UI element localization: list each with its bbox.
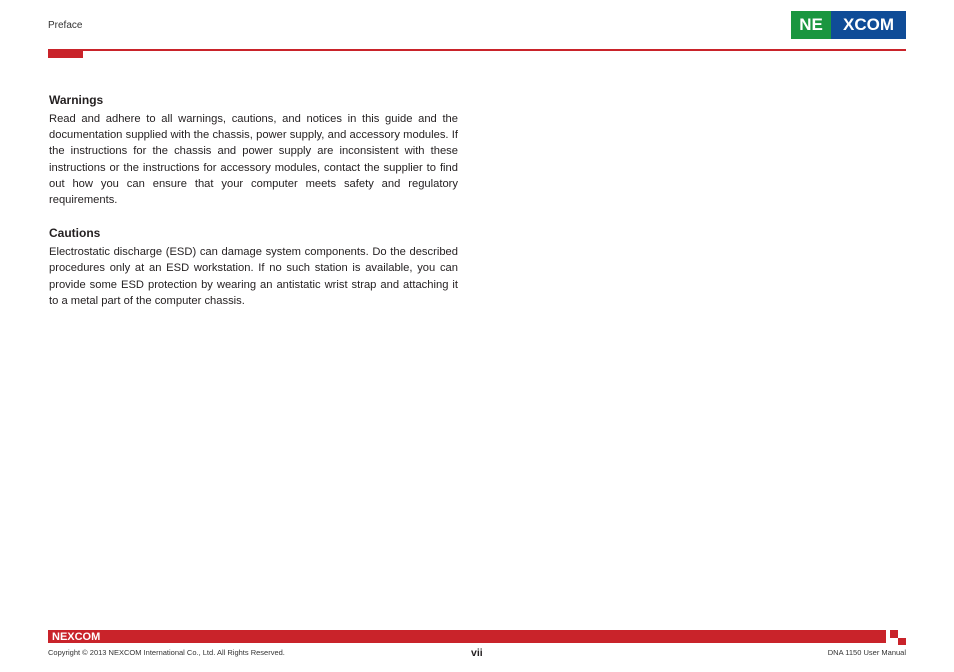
copyright-text: Copyright © 2013 NEXCOM International Co., Ltd. All Rights Reserved. — [48, 648, 285, 657]
footer-bar — [48, 630, 886, 643]
cautions-body: Electrostatic discharge (ESD) can damage system components. Do the described procedures only at an ESD workstation. If no such station is available, you can provide some ESD protection by wearing an antistatic wrist strap and attaching it to a metal part of the computer chassis. — [49, 246, 458, 307]
logo-xcom-text: XCOM — [843, 15, 894, 34]
footer-square-decoration — [898, 638, 906, 645]
footer-square-decoration — [890, 630, 898, 638]
logo-ne-text: NE — [791, 11, 831, 39]
page-number: vii — [471, 647, 483, 659]
warnings-body: Read and adhere to all warnings, cautions, and notices in this guide and the documentation supplied with the chassis, power supply, and accessory modules. If the instructions for the chassis and power supply are inconsistent with these instructions or the instructions for accessory modules, contact the supplier to find out how you can ensure that your computer meets safety and regulatory requirements. — [49, 113, 458, 207]
footer-logo: NEXCOM — [52, 630, 101, 643]
header-section-label: Preface — [48, 20, 83, 31]
cautions-heading: Cautions — [49, 226, 101, 241]
nexcom-logo — [791, 11, 906, 39]
page-content — [49, 93, 458, 327]
header-accent-tab — [48, 49, 83, 58]
header-divider — [48, 49, 906, 51]
manual-title: DNA 1150 User Manual — [827, 648, 906, 657]
warnings-heading: Warnings — [49, 93, 104, 107]
